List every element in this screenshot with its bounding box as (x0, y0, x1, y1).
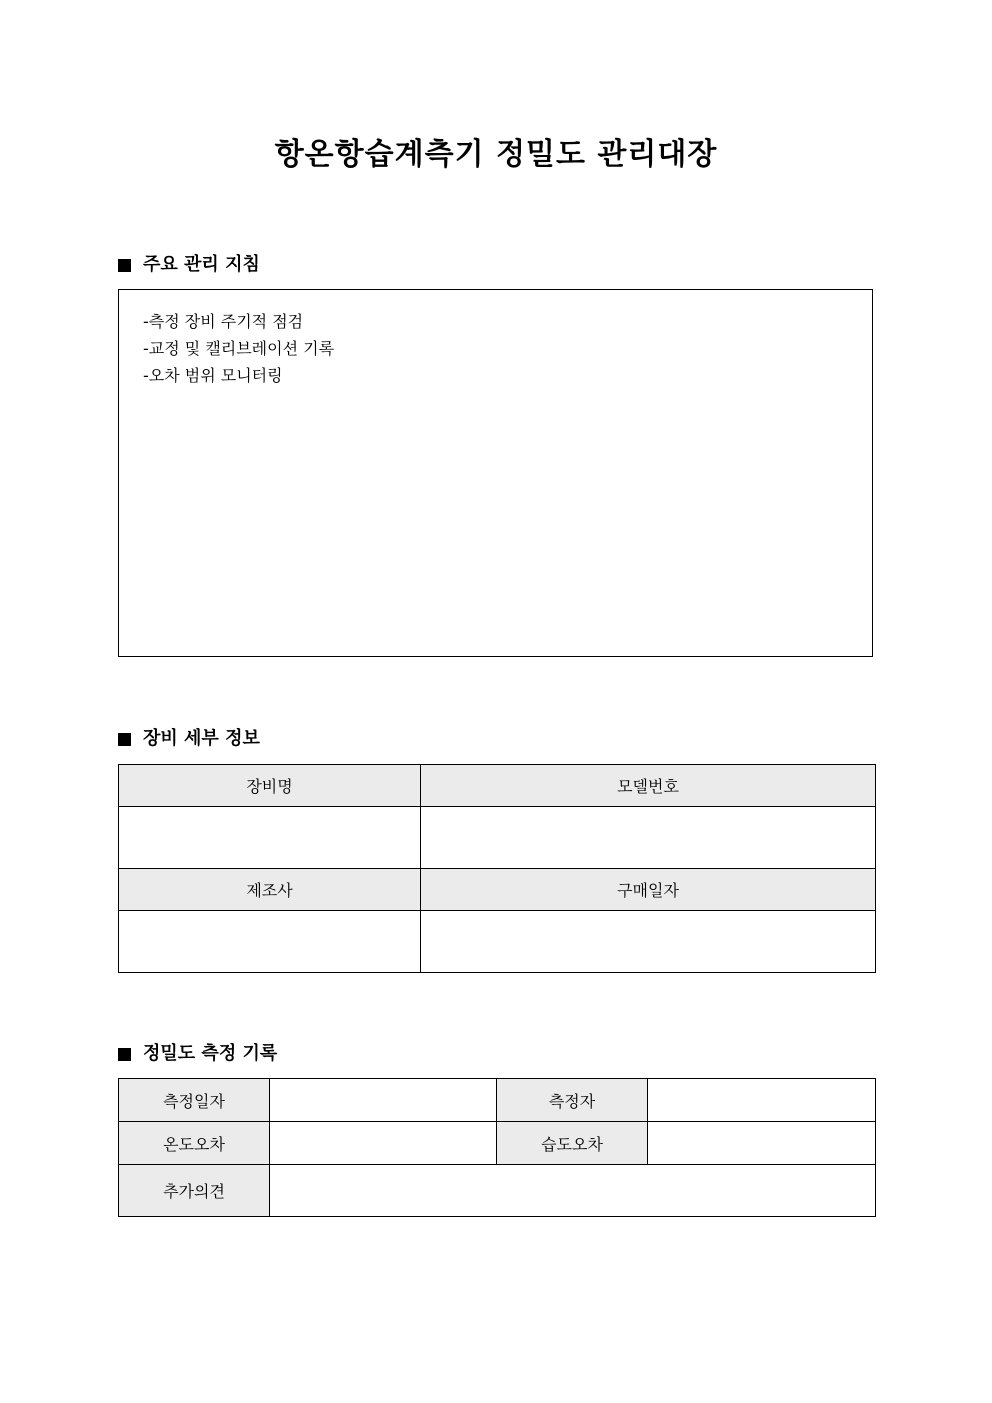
square-bullet-icon (118, 733, 131, 746)
additional-comments-field[interactable] (270, 1165, 876, 1217)
model-number-field[interactable] (421, 807, 876, 869)
equipment-name-field[interactable] (119, 807, 421, 869)
section-heading-measurement (118, 1042, 277, 1066)
square-bullet-icon (118, 259, 131, 272)
guideline-item: -교정 및 캘리브레이션 기록 (143, 339, 335, 358)
guideline-item: -오차 범위 모니터링 (143, 366, 283, 385)
humidity-error-label: 습도오차 (497, 1122, 648, 1165)
table-row (119, 1165, 876, 1217)
guideline-item: -측정 장비 주기적 점검 (143, 312, 304, 331)
equipment-name-label: 장비명 (119, 765, 421, 807)
purchase-date-label: 구매일자 (421, 869, 876, 911)
guidelines-box[interactable] (118, 289, 873, 657)
section-heading-label: 장비 세부 정보 (143, 728, 260, 749)
section-heading-label: 주요 관리 지침 (143, 254, 260, 275)
table-row (119, 765, 876, 807)
model-number-label: 모델번호 (421, 765, 876, 807)
table-row (119, 1079, 876, 1122)
table-row (119, 911, 876, 973)
measure-date-label: 측정일자 (119, 1079, 270, 1122)
table-row (119, 1122, 876, 1165)
manufacturer-label: 제조사 (119, 869, 421, 911)
section-heading-guidelines (118, 253, 260, 277)
manufacturer-field[interactable] (119, 911, 421, 973)
temperature-error-field[interactable] (270, 1122, 497, 1165)
section-heading-equipment (118, 727, 260, 751)
humidity-error-field[interactable] (648, 1122, 876, 1165)
page-title: 항온항습계측기 정밀도 관리대장 (274, 137, 718, 172)
temperature-error-label: 온도오차 (119, 1122, 270, 1165)
table-row (119, 807, 876, 869)
square-bullet-icon (118, 1048, 131, 1061)
measurer-label: 측정자 (497, 1079, 648, 1122)
equipment-table (118, 764, 876, 973)
purchase-date-field[interactable] (421, 911, 876, 973)
table-row (119, 869, 876, 911)
additional-comments-label: 추가의견 (119, 1165, 270, 1217)
measure-date-field[interactable] (270, 1079, 497, 1122)
measurer-field[interactable] (648, 1079, 876, 1122)
section-heading-label: 정밀도 측정 기록 (143, 1043, 278, 1064)
measurement-table (118, 1078, 876, 1217)
